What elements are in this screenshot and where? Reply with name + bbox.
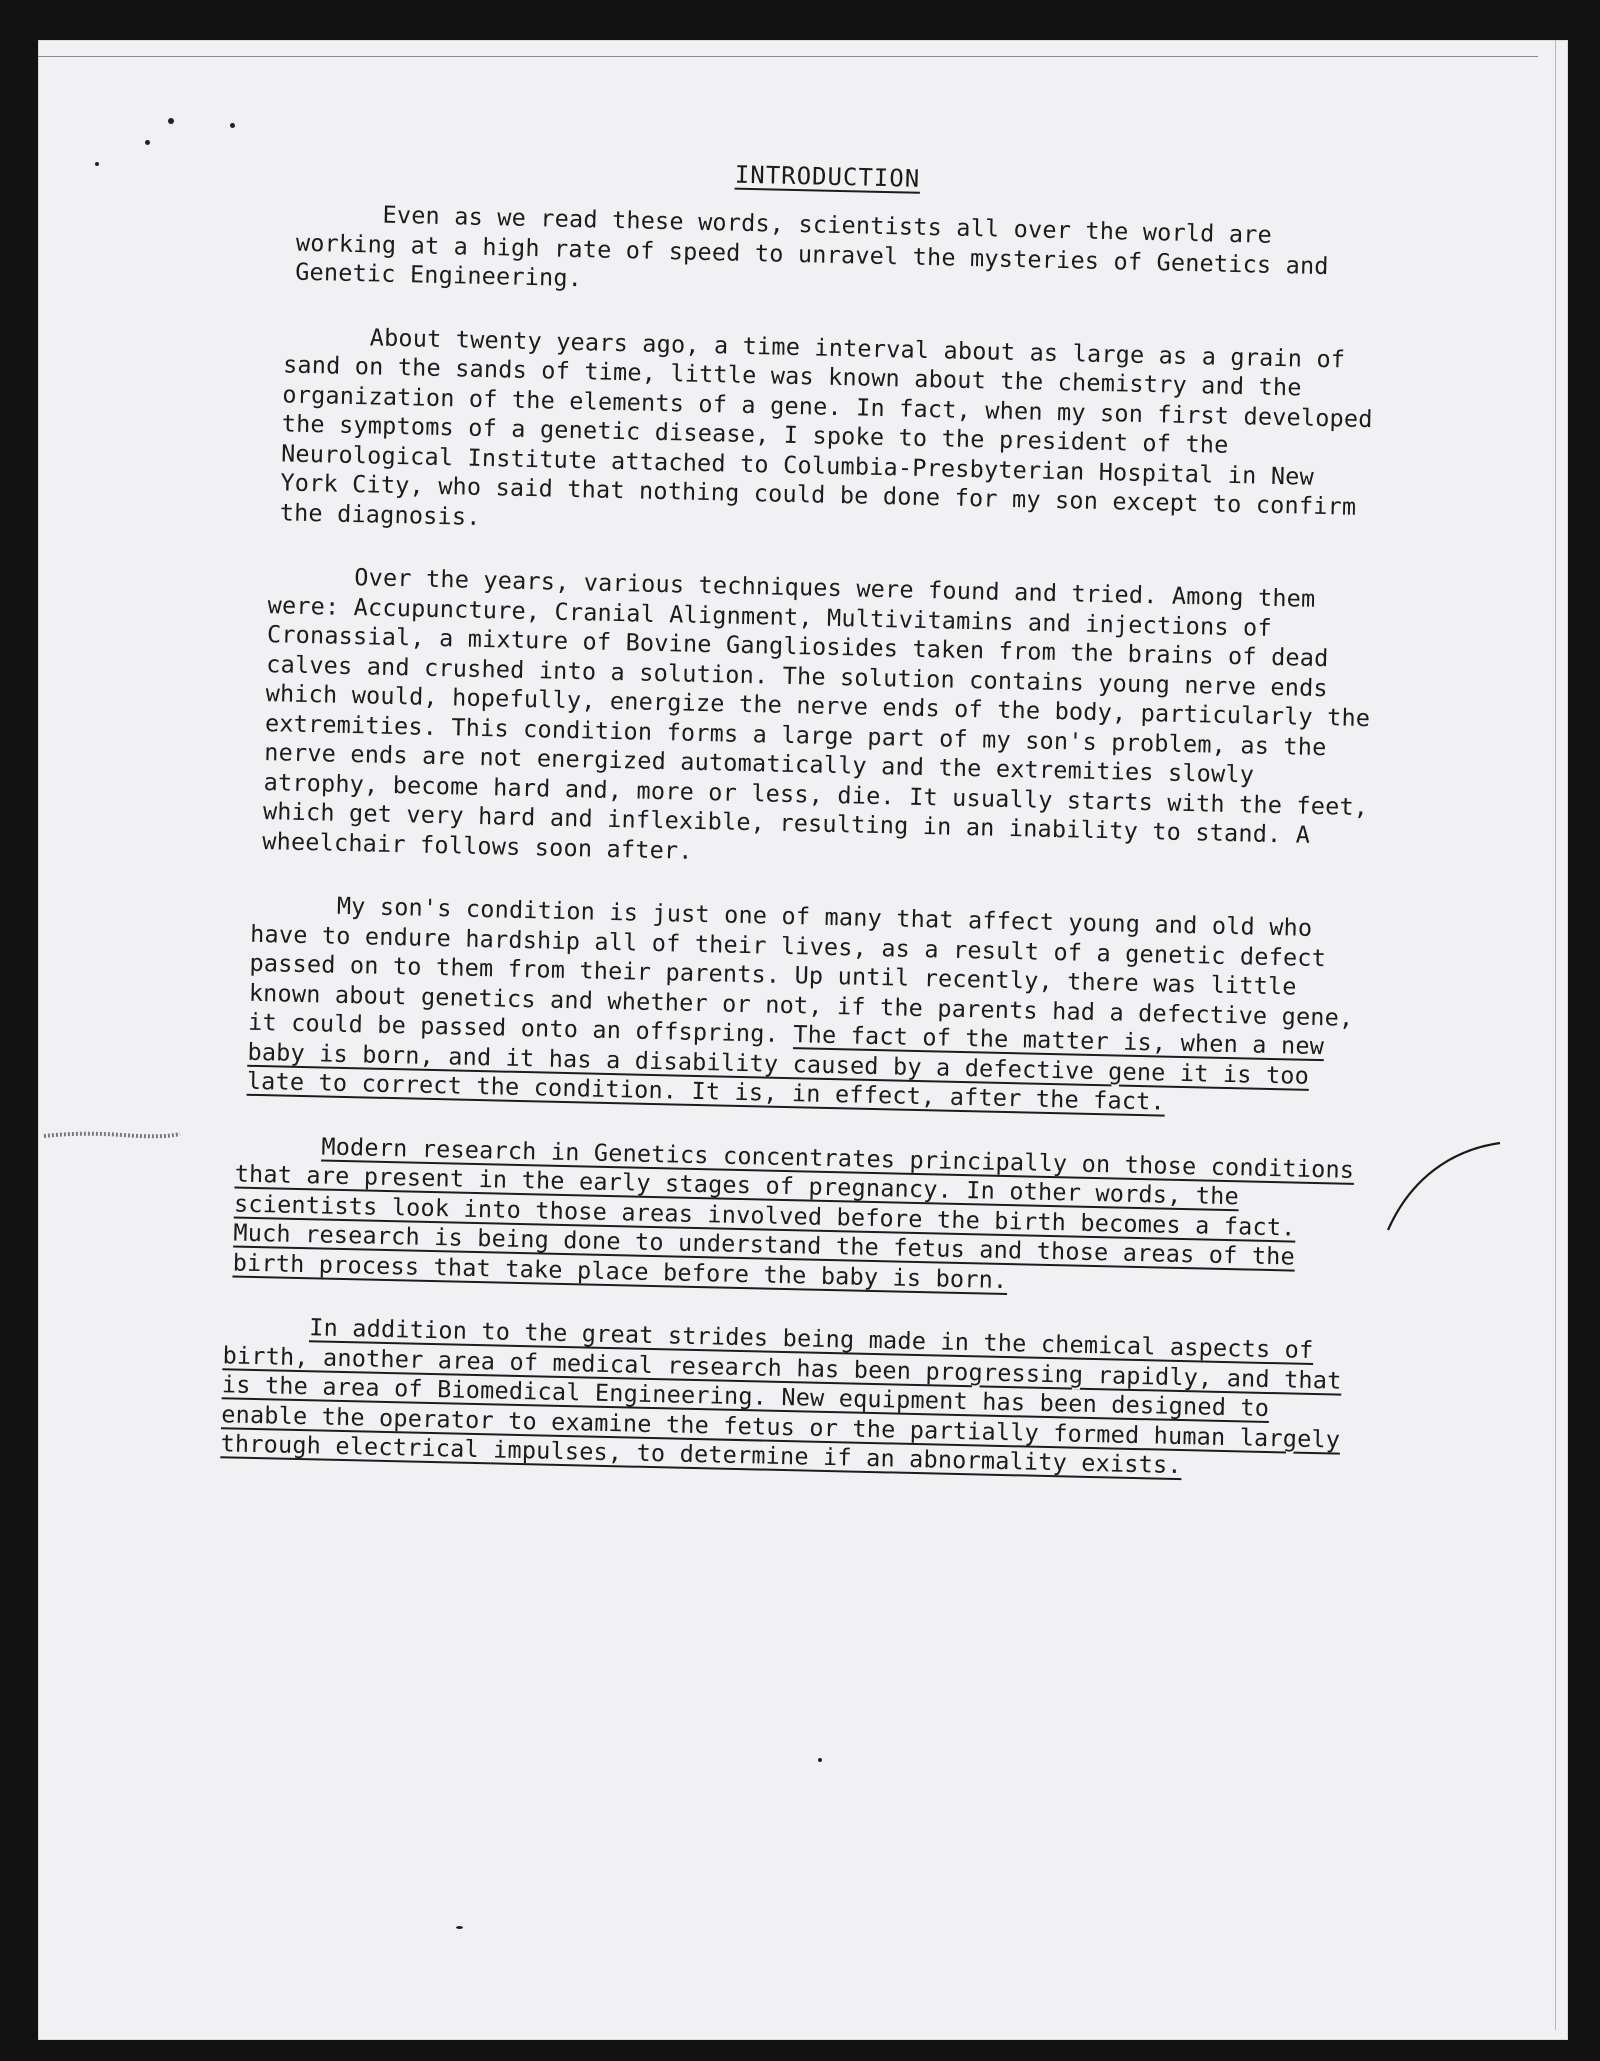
underlined-passage: Modern research in Genetics concentrates principally on those conditions that are present in the early stages of pregnancy. In other words, the scientists look into those areas involved before the birth becomes a fact. Much research is being done to understand the fetus and those areas of the birth process that take place before the baby is born. [232, 1131, 1355, 1294]
typed-text-block [220, 150, 1388, 1519]
paragraph [247, 890, 1371, 1122]
underlined-passage: The fact of the matter is, when a new baby is born, and it has a disability caused by a defective gene it is too late to correct the condition. It is, in effect, after the fact. [246, 1020, 1325, 1116]
paragraph-text: Even as we read these words, scientists all over the world are working at a high rate of speed to unravel the mysteries of Genetics and Genetic Engineering. [294, 200, 1330, 293]
stray-dot-mark [230, 123, 235, 128]
stray-dot-mark [456, 1926, 463, 1929]
page-title: INTRODUCTION [734, 160, 921, 193]
page-right-edge-rule [1555, 40, 1556, 2030]
paragraph [262, 561, 1378, 881]
paragraph-text: About twenty years ago, a time interval about as large as a grain of sand on the sands of time, little was known about the chemistry and the organization of the elements of a gene. In fact, when my son first developed the symptoms of a genetic disease, I spoke to the president of the Neurological Institute attached to Columbia-Presbyterian Hospital in New York City, who said that nothing could be done for my son except to confirm the diagnosis. [279, 322, 1373, 531]
paragraph [279, 321, 1383, 552]
paragraph-text: Over the years, various techniques were found and tried. Among them were: Accupuncture, Cranial Alignment, Multivitamins and injections of Cronassial, a mixture of Bovine Gangliosides taken from the brains of dead calves and crushed into a solution. The solution contains young nerve ends which would, hopefully, energize the nerve ends of the body, particularly the extremities. This condition forms a large part of my son's problem, as the nerve ends are not energized automatically and the extremities slowly atrophy, become hard and, more or less, die. It usually starts with the feet, which get very hard and inflexible, resulting in an inability to stand. A wheelchair follows soon after. [262, 563, 1371, 865]
stray-dot-mark [95, 162, 99, 166]
margin-speckle-mark [42, 1128, 182, 1142]
paragraph [220, 1311, 1361, 1484]
page-top-edge-rule [38, 56, 1538, 57]
margin-arc-mark [1370, 1135, 1510, 1235]
stray-dot-mark [818, 1758, 822, 1762]
stray-dot-mark [145, 140, 150, 145]
paragraph [232, 1130, 1365, 1303]
underlined-passage: In addition to the great strides being made in the chemical aspects of birth, another area of medical research has been progressing rapidly, and that is the area of Biomedical Engineering. New equipment has been designed to enable the operator to examine the fetus or the partially formed human largely through electrical impulses, to determine if an abnormality exists. [220, 1313, 1342, 1480]
paragraph-text: My son's condition is just one of many that affect young and old who have to endure hardship all of their lives, as a result of a genetic defect passed on to them from their parents. Up until recently, there was little known about genetics and whether or not, if the parents had a defective gene, it could be passed onto an offspring. [247, 891, 1354, 1048]
paragraph [295, 199, 1387, 312]
stray-dot-mark [168, 118, 174, 124]
